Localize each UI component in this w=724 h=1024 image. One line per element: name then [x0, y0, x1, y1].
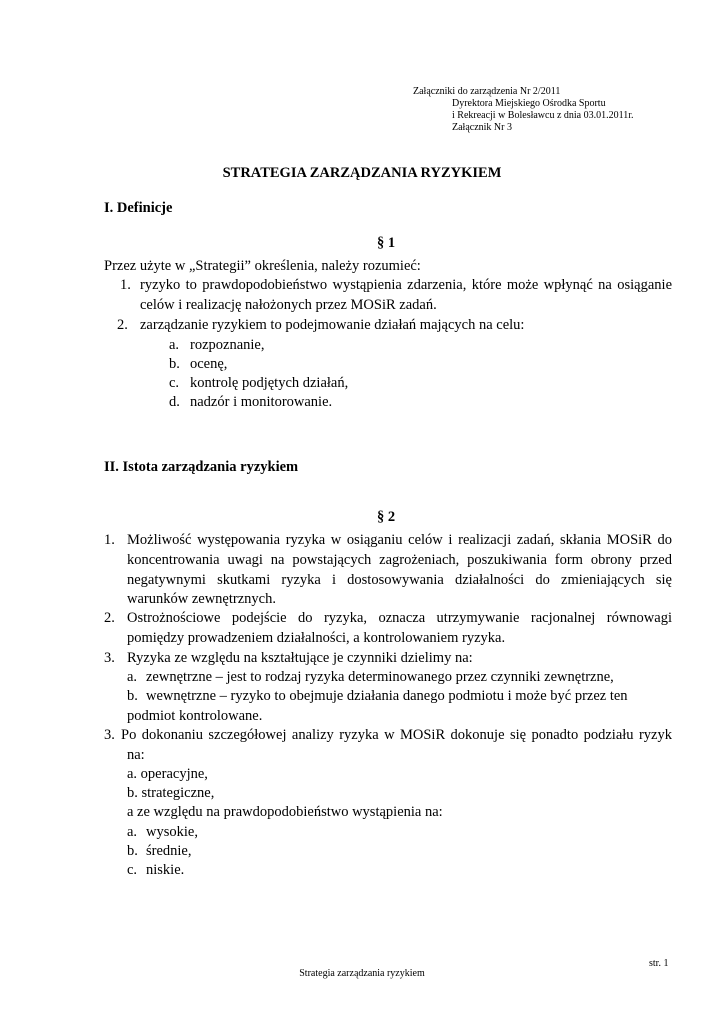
point-2-line-1: Ostrożnościowe podejście do ryzyka, oznacza utrzymywanie racjonalnej równowagi [127, 610, 672, 626]
point-3-item-a: zewnętrzne – jest to rodzaj ryzyka determinowanego przez czynniki zewnętrzne, [146, 669, 614, 685]
point-4-item-b: b. strategiczne, [127, 785, 215, 801]
section-1-heading: I. Definicje [104, 200, 173, 216]
definition-1-line-1: ryzyko to prawdopodobieństwo wystąpienia zdarzenia, które może wpłynąć na osiąganie [140, 277, 672, 293]
definition-2-line-1: zarządzanie ryzykiem to podejmowanie działań mających na celu: [140, 317, 525, 333]
list-letter: b. [127, 688, 138, 704]
list-letter: c. [169, 375, 180, 391]
definition-1-line-2: celów i realizację nałożonych przez MOSiR zadań. [140, 297, 437, 313]
section-1-intro: Przez użyte w „Strategii” określenia, należy rozumieć: [104, 258, 421, 274]
list-letter: a. [127, 669, 138, 685]
list-number: 3. [104, 650, 115, 666]
point-3-line-1: Ryzyka ze względu na kształtujące je czynniki dzielimy na: [127, 650, 473, 666]
point-3-item-b-cont: podmiot kontrolowane. [127, 708, 263, 724]
paragraph-mark-1: § 1 [376, 235, 396, 251]
point-3-item-b: wewnętrzne – ryzyko to obejmuje działania danego podmiotu i może być przez ten [146, 688, 628, 704]
point-1-line-4: warunków zewnętrznych. [127, 591, 276, 607]
page-number: str. 1 [649, 958, 669, 969]
document-title: STRATEGIA ZARZĄDZANIA RYZYKIEM [222, 165, 502, 181]
header-line-2: Dyrektora Miejskiego Ośrodka Sportu [452, 98, 606, 109]
point-4-item-a: a. operacyjne, [127, 766, 208, 782]
point-4-mid: a ze względu na prawdopodobieństwo wystąpienia na: [127, 804, 443, 820]
probability-level: średnie, [146, 843, 192, 859]
list-letter: d. [169, 394, 180, 410]
list-item: rozpoznanie, [190, 337, 265, 353]
point-1-line-2: koncentrowania uwagi na powstających zagrożeniach, poszukiwania form obrony przed [127, 552, 672, 568]
paragraph-mark-2: § 2 [376, 509, 396, 525]
point-2-line-2: pomiędzy prowadzeniem działalności, a kontrolowaniem ryzyka. [127, 630, 506, 646]
section-2-heading: II. Istota zarządzania ryzykiem [104, 459, 299, 475]
header-line-3: i Rekreacji w Bolesławcu z dnia 03.01.2011r. [452, 110, 634, 121]
list-item: nadzór i monitorowanie. [190, 394, 333, 410]
list-letter: a. [127, 824, 138, 840]
list-number: 1. [120, 277, 131, 293]
header-line-4: Załącznik Nr 3 [452, 122, 512, 133]
list-letter: c. [127, 862, 138, 878]
header-line-1: Załączniki do zarządzenia Nr 2/2011 [413, 86, 561, 97]
point-1-line-3: negatywnymi skutkami ryzyka i dostosowywania działalności do zmieniających się [127, 572, 672, 588]
list-number: 3. [104, 727, 115, 743]
list-number: 2. [104, 610, 115, 626]
list-letter: b. [169, 356, 180, 372]
list-number: 1. [104, 532, 115, 548]
probability-level: niskie. [146, 862, 185, 878]
point-1-line-1: Możliwość występowania ryzyka w osiąganiu celów i realizacji zadań, skłania MOSiR do [127, 532, 672, 548]
footer-title: Strategia zarządzania ryzykiem [299, 968, 425, 979]
list-letter: b. [127, 843, 138, 859]
point-4-line-2: na: [127, 747, 145, 763]
probability-level: wysokie, [146, 824, 198, 840]
point-4-line-1: Po dokonaniu szczegółowej analizy ryzyka w MOSiR dokonuje się ponadto podziału ryzyk [121, 727, 672, 743]
list-letter: a. [169, 337, 180, 353]
list-item: ocenę, [190, 356, 228, 372]
list-number: 2. [117, 317, 128, 333]
list-item: kontrolę podjętych działań, [190, 375, 349, 391]
